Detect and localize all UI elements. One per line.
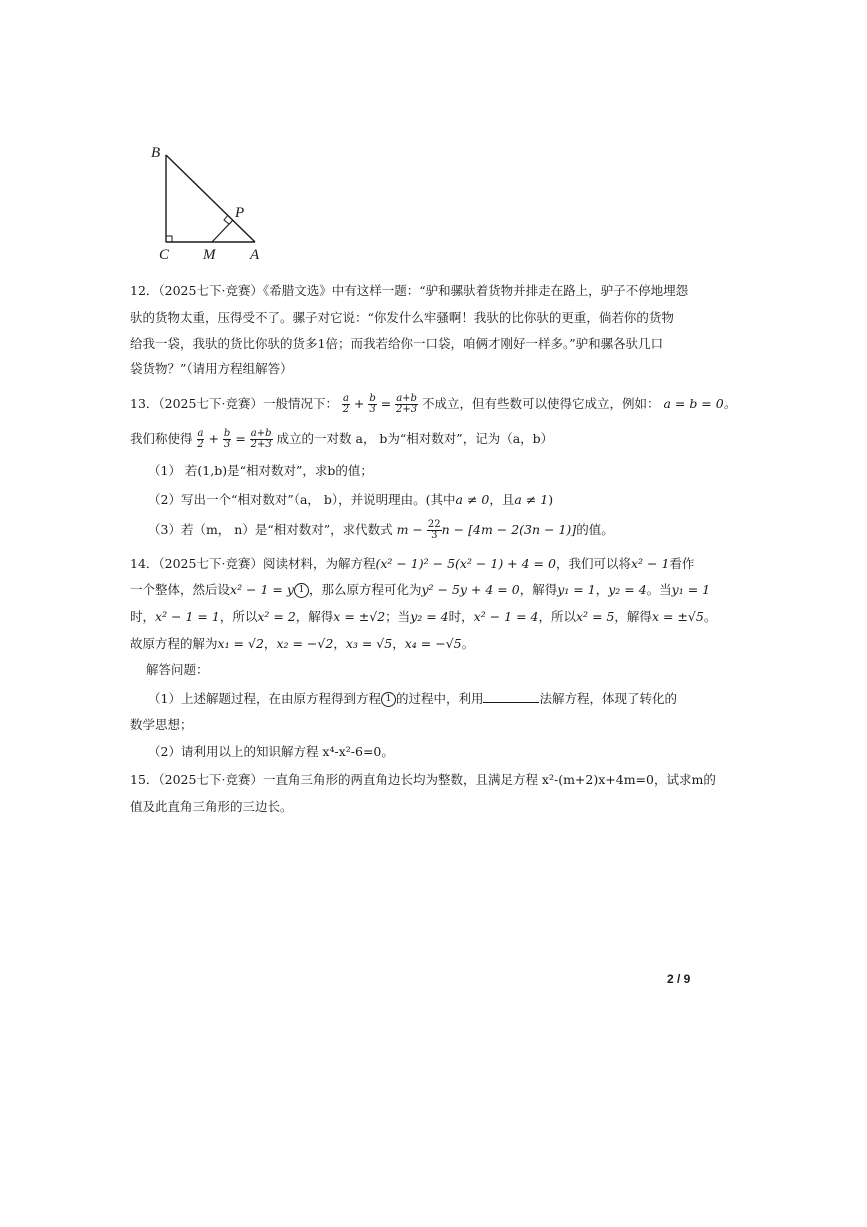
- q13-part-1: （1） 若(1,b)是“相对数对”，求b的值；: [148, 463, 373, 478]
- label-m: M: [203, 247, 216, 263]
- q14-part-1: （1）上述解题过程，在由原方程得到方程 1 的过程中，利用 法解方程，体现了转化的: [148, 691, 677, 706]
- q13-intro: 13．（2025七下·竞赛）一般情况下：: [130, 396, 338, 411]
- q14-part-2: （2）请利用以上的知识解方程 x⁴-x²-6=0。: [148, 744, 394, 759]
- right-angle-c: [166, 236, 172, 242]
- q13-intro-rest: 不成立，但有些数可以使得它成立，例如：: [421, 396, 660, 411]
- fraction-22-over-3: $\frac{22}{3}$: [427, 519, 441, 541]
- q12-line-1: 12．（2025七下·竞赛）《希腊文选》中有这样一题：“驴和骡驮着货物并排走在路上，驴子不停地埋怨: [130, 283, 689, 298]
- circled-one-icon: 1: [294, 583, 309, 598]
- q13-part-2: （2）写出一个“相对数对”（a， b），并说明理由。(其中a ≠ 0，且a ≠ 1): [148, 492, 554, 507]
- q14-answer-heading: 解答问题：: [146, 662, 209, 677]
- page-number: 2 / 9: [667, 972, 691, 986]
- label-c: C: [159, 247, 170, 263]
- label-a: A: [250, 247, 260, 263]
- q13-example: a = b = 0。: [663, 396, 737, 411]
- fraction-b-over-3-b: $\frac{b}{3}$: [223, 428, 231, 450]
- q14-line-4: 故原方程的解为x₁ = √2，x₂ = −√2，x₃ = √5，x₄ = −√5。: [130, 636, 475, 651]
- q12-line-3: 给我一袋，我驮的货比你驮的货多1倍；而我若给你一口袋，咱俩才刚好一样多。”驴和骡各驮几口: [130, 336, 664, 351]
- q15-line-2: 值及此直角三角形的三边长。: [130, 799, 293, 814]
- q13-line-2: [130, 429, 553, 450]
- label-p: P: [235, 205, 245, 221]
- circled-one-icon-2: 1: [381, 692, 396, 707]
- plus-sign: +: [353, 396, 365, 411]
- q13-part-3: （3）若（m， n）是“相对数对”，求代数式 m − $\frac{22}{3}$ n − [4m − 2(3n − 1)]的值。: [148, 519, 614, 541]
- plus-sign-b: +: [208, 431, 219, 446]
- q14-line-1: 14．（2025七下·竞赛）阅读材料，为解方程(x² − 1)² − 5(x² − 1) + 4 = 0，我们可以将x² − 1看作: [130, 556, 695, 571]
- q14-line-2: 一个整体，然后设x² − 1 = y 1 ，那么原方程可化为y² − 5y + 4 = 0，解得y₁ = 1，y₂ = 4。当y₁ = 1: [130, 582, 711, 597]
- label-b: B: [151, 145, 161, 161]
- q12-line-2: 驮的货物太重，压得受不了。骡子对它说：“你发什么牢骚啊！我驮的比你驮的更重，倘若你的货物: [130, 310, 674, 325]
- equals-sign: =: [380, 396, 392, 411]
- fraction-sum-b: $\frac{a+b}{2+3}$: [250, 428, 272, 450]
- q13-line-1: [130, 394, 736, 415]
- q14-line-3: 时，x² − 1 = 1，所以x² = 2，解得x = ±√2；当y₂ = 4时，x² − 1 = 4，所以x² = 5，解得x = ±√5。: [130, 609, 717, 624]
- fraction-b-over-3: $\frac{b}{3}$: [369, 393, 376, 415]
- triangle-figure: [140, 140, 270, 269]
- fraction-sum: $\frac{a+b}{2+3}$: [396, 393, 418, 415]
- q13-line2-end: 成立的一对数 a， b为“相对数对”，记为（a，b）: [276, 431, 554, 446]
- q14-part-1-cont: 数学思想；: [130, 717, 193, 732]
- side-ab: [166, 155, 255, 242]
- answer-blank[interactable]: [483, 690, 539, 703]
- equals-sign-b: =: [235, 431, 246, 446]
- segment-mp: [212, 220, 233, 242]
- q13-line2-start: 我们称使得: [130, 431, 193, 446]
- fraction-a-over-2-b: $\frac{a}{2}$: [197, 428, 204, 450]
- q12-line-4: 袋货物？”（请用方程组解答）: [130, 361, 293, 376]
- q15-line-1: 15．（2025七下·竞赛）一直角三角形的两直角边长均为整数，且满足方程 x²-(m+2)x+4m=0，试求m的: [130, 772, 716, 787]
- fraction-a-over-2: $\frac{a}{2}$: [342, 393, 350, 415]
